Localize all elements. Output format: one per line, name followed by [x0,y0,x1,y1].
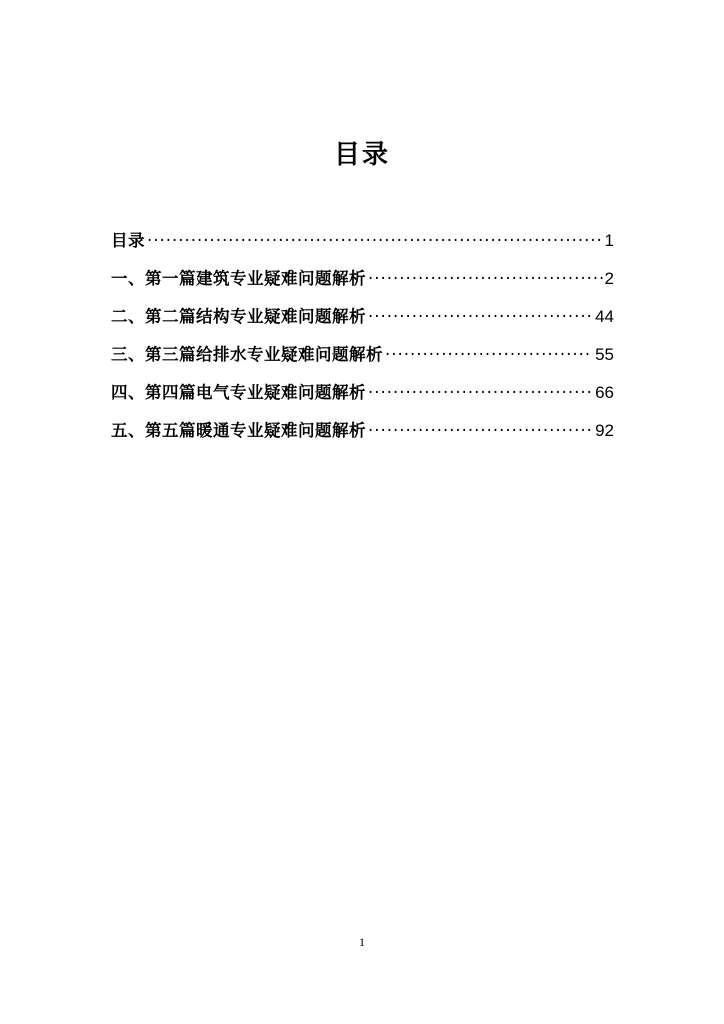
toc-dot-leader [368,416,593,446]
toc-entry-page: 92 [595,421,614,440]
toc-entry-electrical[interactable] [111,378,614,416]
toc-dot-leader [385,340,593,370]
toc-entry-title: 四、第四篇电气专业疑难问题解析 [111,383,366,402]
toc-entry-contents[interactable] [111,226,614,264]
toc-entry-page: 1 [604,231,614,250]
page-number: 1 [359,935,365,949]
toc-entry-title: 三、第三篇给排水专业疑难问题解析 [111,345,383,364]
toc-entry-plumbing[interactable] [111,340,614,378]
toc-entry-title: 二、第二篇结构专业疑难问题解析 [111,307,366,326]
toc-entry-page: 55 [595,345,614,364]
page-title: 目录 [333,140,390,170]
toc-dot-leader [147,226,603,256]
toc-entry-title: 一、第一篇建筑专业疑难问题解析 [111,269,366,288]
table-of-contents [111,226,614,454]
toc-dot-leader [368,378,593,408]
toc-entry-title: 目录 [111,231,145,250]
toc-dot-leader [368,264,603,294]
toc-entry-title: 五、第五篇暖通专业疑难问题解析 [111,421,366,440]
toc-entry-architecture[interactable] [111,264,614,302]
toc-dot-leader [368,302,593,332]
toc-entry-page: 66 [595,383,614,402]
toc-entry-hvac[interactable] [111,416,614,454]
toc-entry-page: 2 [604,269,614,288]
toc-entry-structure[interactable] [111,302,614,340]
toc-entry-page: 44 [595,307,614,326]
